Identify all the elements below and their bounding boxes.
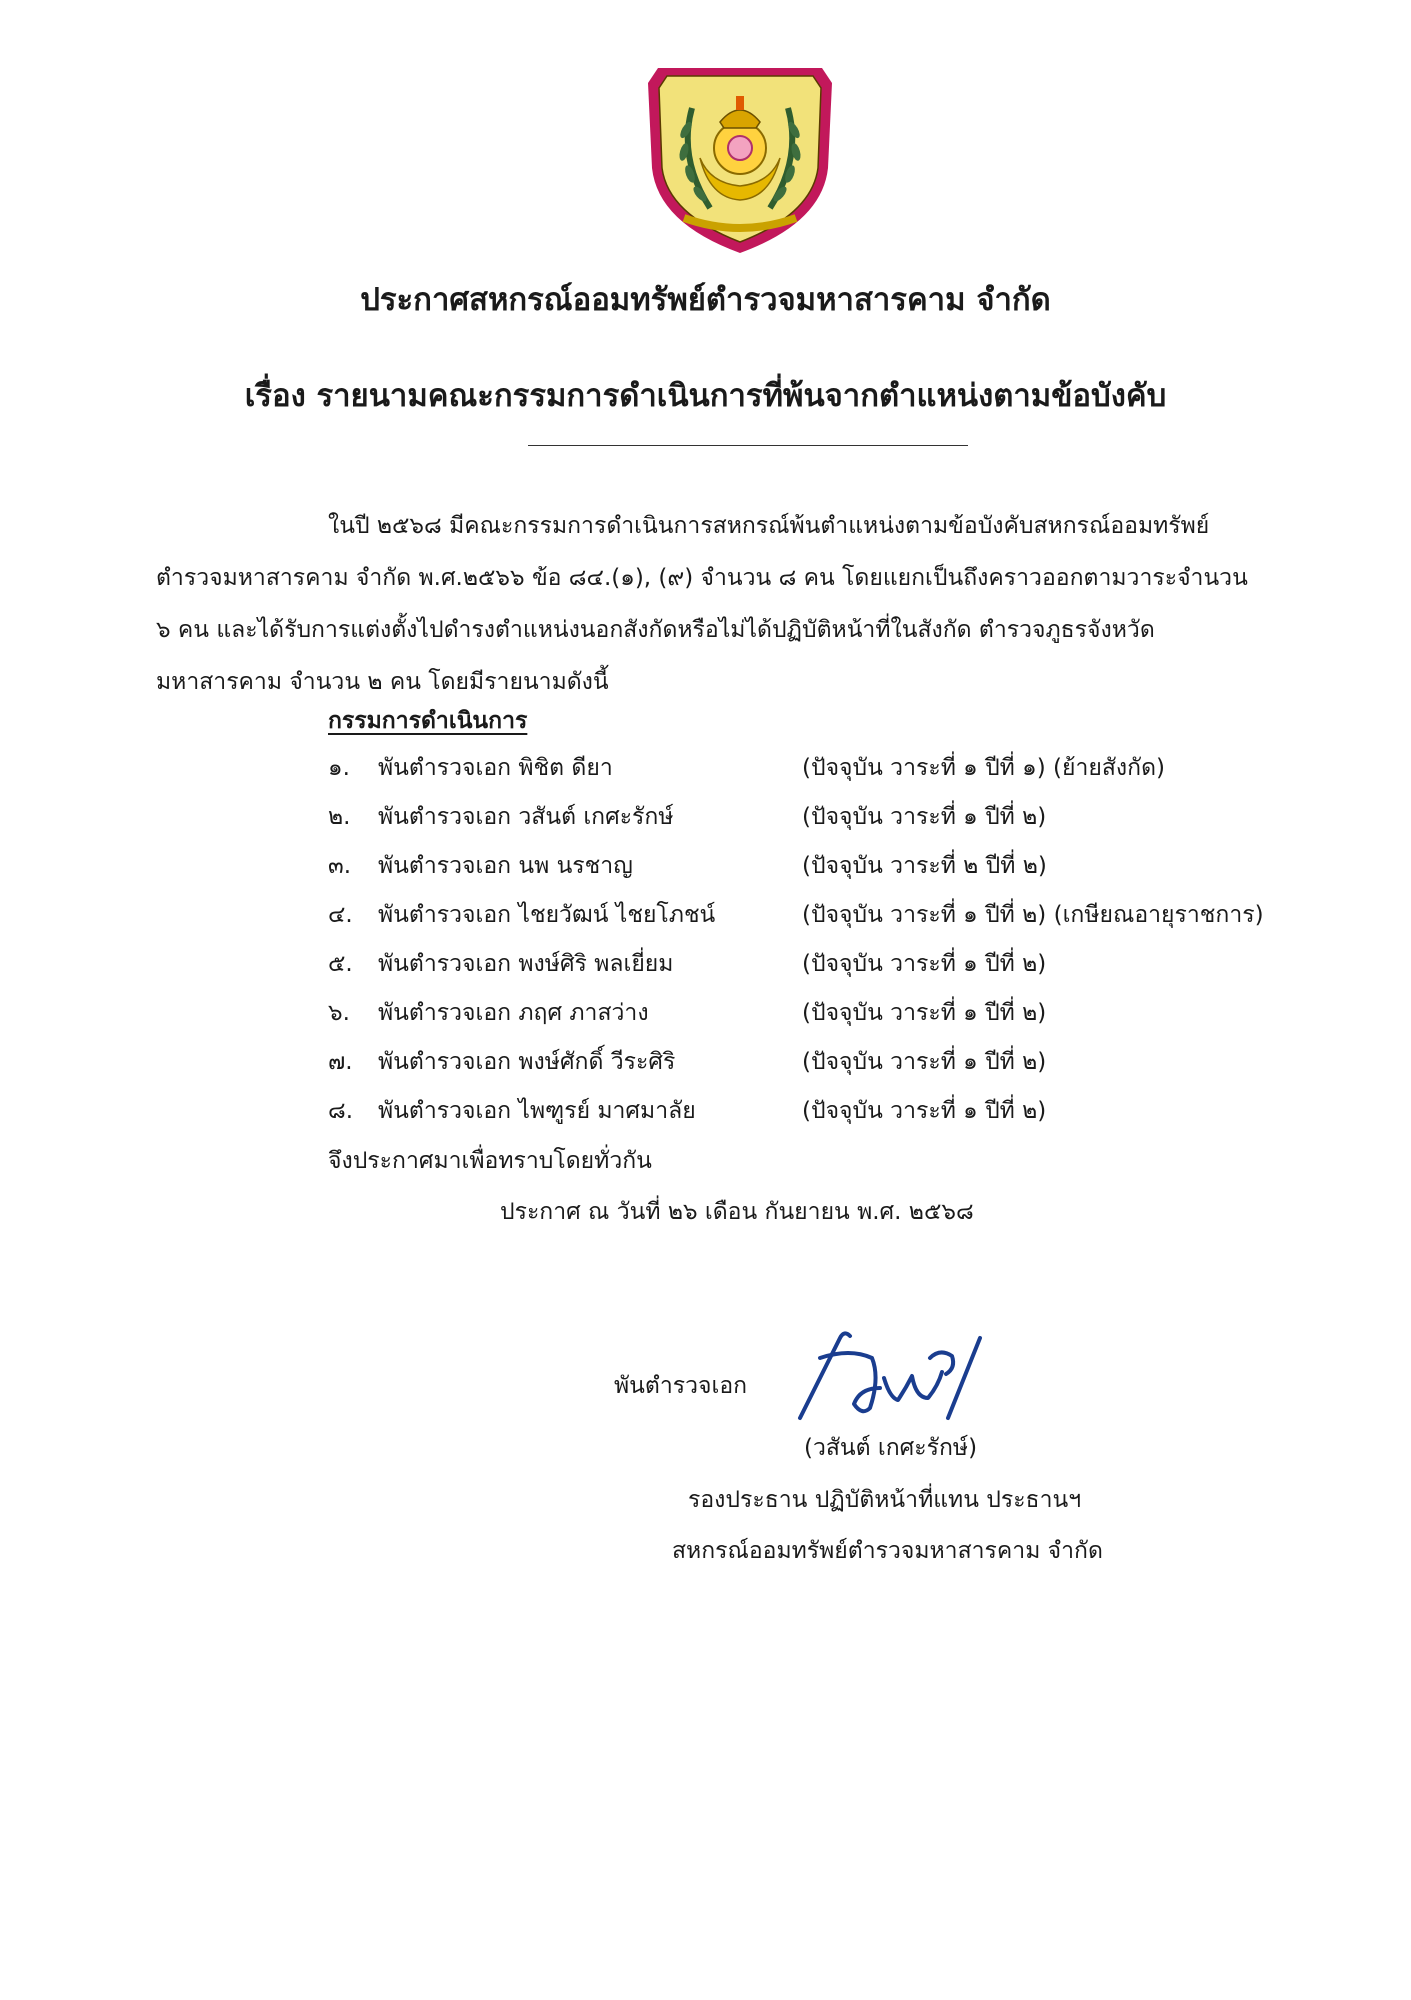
member-number: ๗. xyxy=(328,1049,353,1075)
handwritten-signature-icon xyxy=(780,1318,1020,1428)
announcement-date: ประกาศ ณ วันที่ ๒๖ เดือน กันยายน พ.ศ. ๒๕๖๘ xyxy=(500,1199,974,1225)
member-name: พันตำรวจเอก ภฤศ ภาสว่าง xyxy=(378,1000,649,1026)
member-status: (ปัจจุบัน วาระที่ ๑ ปีที่ ๒) xyxy=(802,1000,1047,1026)
closing-statement: จึงประกาศมาเพื่อทราบโดยทั่วกัน xyxy=(328,1148,652,1174)
member-row xyxy=(0,1044,1411,1084)
member-row xyxy=(0,1093,1411,1133)
member-status: (ปัจจุบัน วาระที่ ๑ ปีที่ ๒) (เกษียณอายุราชการ) xyxy=(802,902,1264,928)
paragraph-line: ๖ คน และได้รับการแต่งตั้งไปดำรงตำแหน่งนอกสังกัดหรือไม่ได้ปฏิบัติหน้าที่ในสังกัด ตำรวจภูธรจังหวัด xyxy=(156,617,1155,643)
member-number: ๑. xyxy=(328,755,350,781)
member-status: (ปัจจุบัน วาระที่ ๑ ปีที่ ๑) (ย้ายสังกัด) xyxy=(802,755,1165,781)
member-number: ๓. xyxy=(328,853,352,879)
member-name: พันตำรวจเอก ไพฑูรย์ มาศมาลัย xyxy=(378,1098,696,1124)
member-name: พันตำรวจเอก ไชยวัฒน์ ไชยโภชน์ xyxy=(378,902,716,928)
member-name: พันตำรวจเอก วสันต์ เกศะรักษ์ xyxy=(378,804,674,830)
title-divider xyxy=(528,445,968,446)
member-row xyxy=(0,750,1411,790)
member-number: ๖. xyxy=(328,1000,350,1026)
signatory-position: รองประธาน ปฏิบัติหน้าที่แทน ประธานฯ xyxy=(688,1487,1082,1513)
cooperative-emblem-icon xyxy=(640,48,840,258)
member-status: (ปัจจุบัน วาระที่ ๑ ปีที่ ๒) xyxy=(802,1049,1047,1075)
member-status: (ปัจจุบัน วาระที่ ๑ ปีที่ ๒) xyxy=(802,1098,1047,1124)
member-number: ๔. xyxy=(328,902,353,928)
signatory-organization: สหกรณ์ออมทรัพย์ตำรวจมหาสารคาม จำกัด xyxy=(672,1538,1103,1564)
member-number: ๕. xyxy=(328,951,353,977)
member-status: (ปัจจุบัน วาระที่ ๒ ปีที่ ๒) xyxy=(802,853,1047,879)
committee-heading: กรรมการดำเนินการ xyxy=(328,708,528,734)
member-name: พันตำรวจเอก นพ นรชาญ xyxy=(378,853,633,879)
member-row xyxy=(0,995,1411,1035)
member-row xyxy=(0,946,1411,986)
announcement-subject: เรื่อง รายนามคณะกรรมการดำเนินการที่พ้นจากตำแหน่งตามข้อบังคับ xyxy=(244,378,1167,414)
member-name: พันตำรวจเอก พิชิต ดียา xyxy=(378,755,613,781)
member-name: พันตำรวจเอก พงษ์ศักดิ์ วีระศิริ xyxy=(378,1049,676,1075)
member-row xyxy=(0,897,1411,937)
member-row xyxy=(0,848,1411,888)
member-row xyxy=(0,799,1411,839)
member-status: (ปัจจุบัน วาระที่ ๑ ปีที่ ๒) xyxy=(802,951,1047,977)
member-number: ๒. xyxy=(328,804,351,830)
announcement-title: ประกาศสหกรณ์ออมทรัพย์ตำรวจมหาสารคาม จำกัด xyxy=(360,282,1051,318)
signatory-name: (วสันต์ เกศะรักษ์) xyxy=(804,1435,978,1461)
paragraph-line: ในปี ๒๕๖๘ มีคณะกรรมการดำเนินการสหกรณ์พ้นตำแหน่งตามข้อบังคับสหกรณ์ออมทรัพย์ xyxy=(328,513,1210,539)
paragraph-line: มหาสารคาม จำนวน ๒ คน โดยมีรายนามดังนี้ xyxy=(156,669,609,695)
paragraph-line: ตำรวจมหาสารคาม จำกัด พ.ศ.๒๕๖๖ ข้อ ๘๔.(๑), (๙) จำนวน ๘ คน โดยแยกเป็นถึงคราวออกตามวาระจำนวน xyxy=(156,565,1248,591)
member-name: พันตำรวจเอก พงษ์ศิริ พลเยี่ยม xyxy=(378,951,674,977)
signatory-rank: พันตำรวจเอก xyxy=(614,1373,748,1399)
member-number: ๘. xyxy=(328,1098,354,1124)
member-status: (ปัจจุบัน วาระที่ ๑ ปีที่ ๒) xyxy=(802,804,1047,830)
